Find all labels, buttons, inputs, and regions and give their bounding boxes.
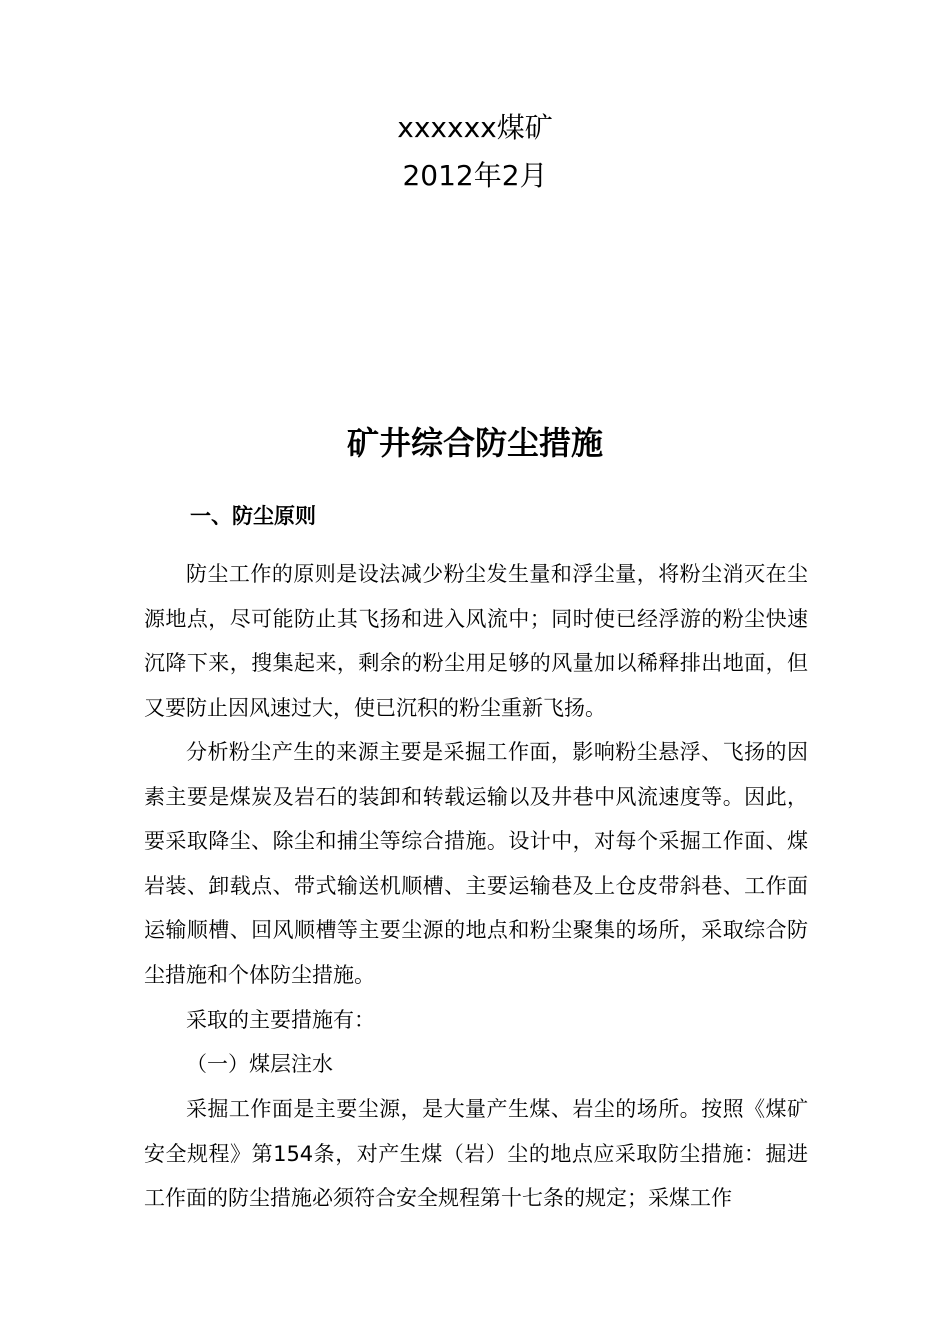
document-date: 2012年2月 xyxy=(402,159,548,192)
paragraph-working-face: 采掘工作面是主要尘源，是大量产生煤、岩尘的场所。按照《煤矿安全规程》第154条，对产生煤（岩）尘的地点应采取防尘措施：掘进工作面的防尘措施必须符合安全规程第十七条的规定；采煤工作 xyxy=(144,1097,808,1210)
subheading-coal-seam-water-injection: （一）煤层注水 xyxy=(186,1052,333,1076)
organization-name: xxxxxx煤矿 xyxy=(397,111,553,144)
paragraph-dust-principle: 防尘工作的原则是设法减少粉尘发生量和浮尘量，将粉尘消灭在尘源地点，尽可能防止其飞扬和进入风流中；同时使已经浮游的粉尘快速沉降下来，搜集起来，剩余的粉尘用足够的风量加以稀释排出地面，但又要防止因风速过大，使已沉积的粉尘重新飞扬。 xyxy=(144,562,808,720)
paragraph-main-measures: 采取的主要措施有： xyxy=(186,1008,375,1032)
section-heading: 一、防尘原则 xyxy=(190,504,316,528)
paragraph-dust-sources: 分析粉尘产生的来源主要是采掘工作面，影响粉尘悬浮、飞扬的因素主要是煤炭及岩石的装卸和转载运输以及井巷中风流速度等。因此，要采取降尘、除尘和捕尘等综合措施。设计中，对每个采掘工作面、煤岩装、卸载点、带式输送机顺槽、主要运输巷及上仓皮带斜巷、工作面运输顺槽、回风顺槽等主要尘源的地点和粉尘聚集的场所，采取综合防尘措施和个体防尘措施。 xyxy=(144,740,808,987)
document-title: 矿井综合防尘措施 xyxy=(346,424,603,462)
